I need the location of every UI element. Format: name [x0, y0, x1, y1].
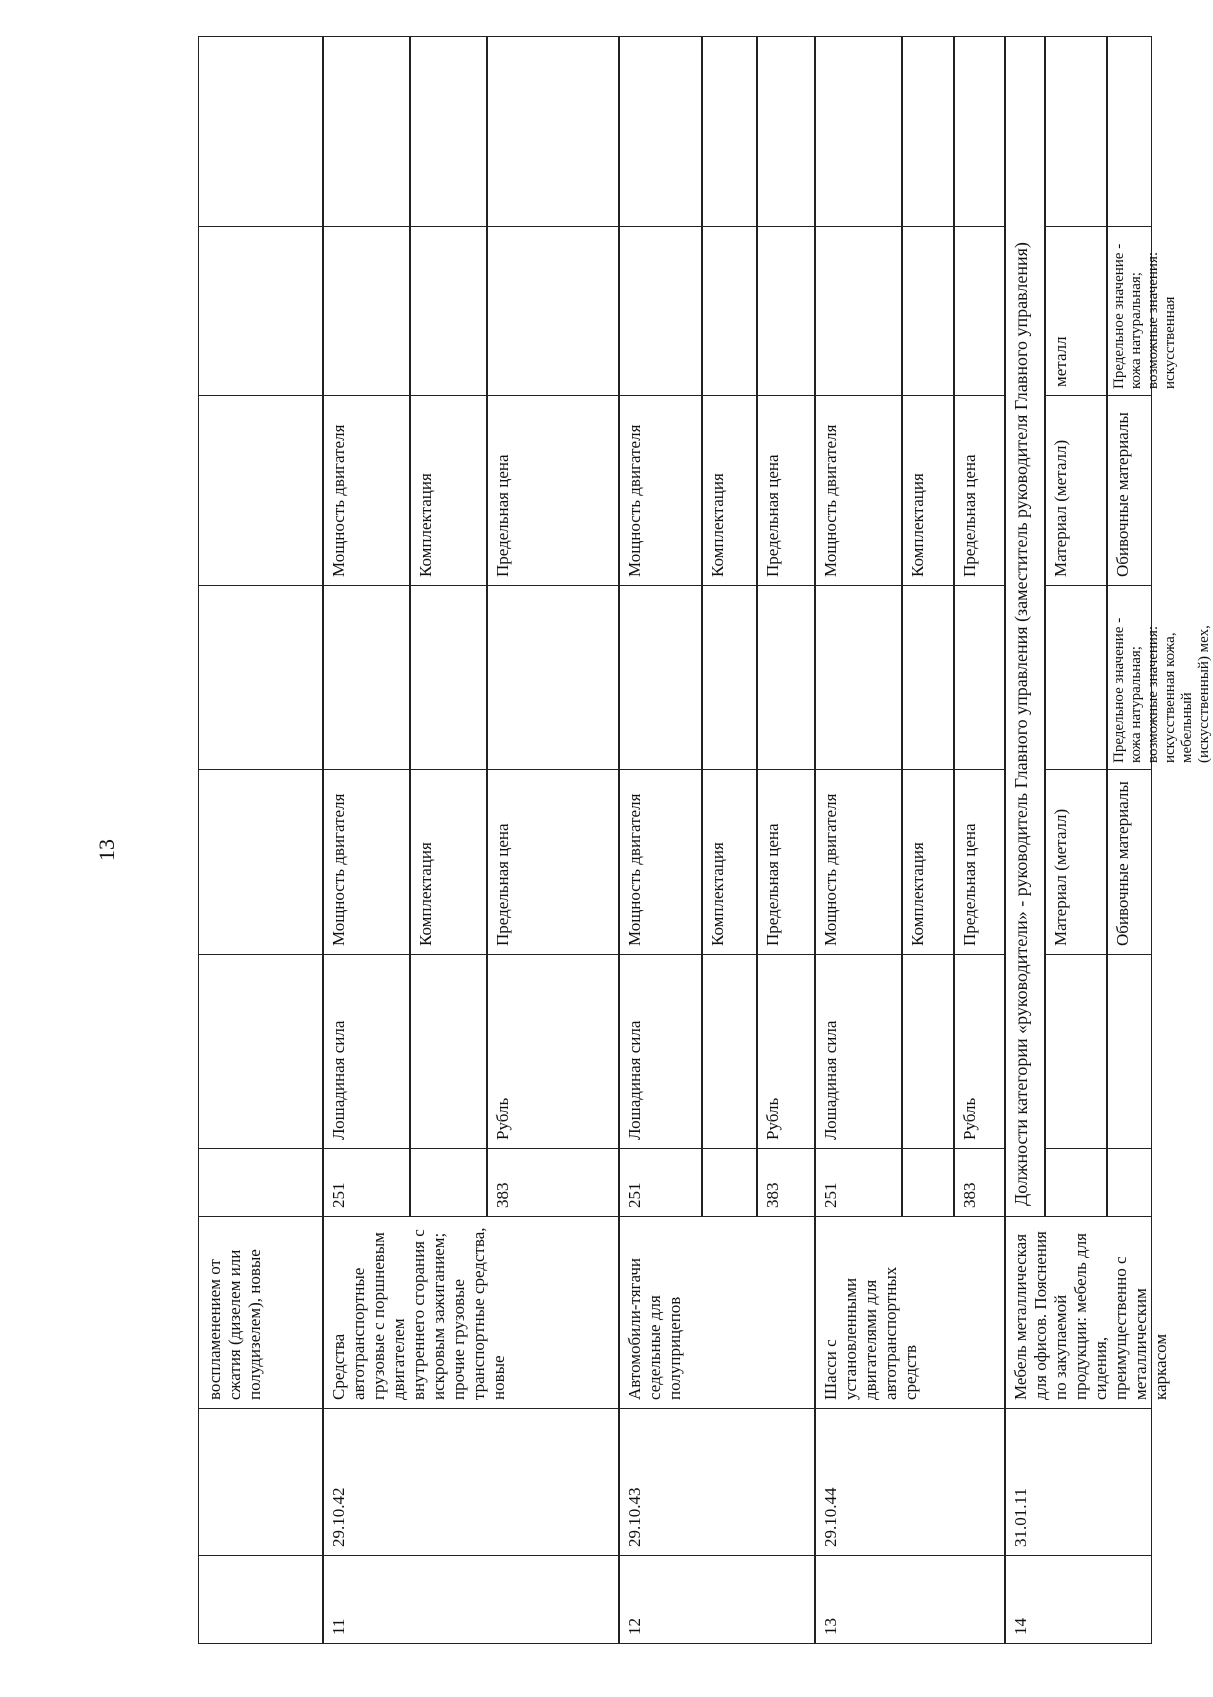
row13-name: Шасси с установленными двигателями для автотранспортных средств [814, 1216, 1006, 1409]
row13-s3-name2: Предельная цена [953, 395, 1006, 586]
row12-s2-val2 [701, 226, 758, 396]
row11-s2-code [409, 1148, 488, 1217]
row11-s3-code: 383 [486, 1148, 620, 1217]
row13-s1-extra [814, 36, 903, 227]
row14-s2-extra [1106, 36, 1152, 227]
row14-s1-extra [1044, 36, 1108, 227]
row11-s3-unit: Рубль [486, 954, 620, 1149]
row13-s3-val2 [953, 226, 1006, 396]
row14-s1-val [1044, 585, 1108, 770]
cont-cell-charname [198, 769, 324, 955]
row12-num: 12 [618, 1555, 816, 1644]
row14-s1-name: Материал (металл) [1044, 769, 1108, 955]
row12-s3-val2 [756, 226, 816, 396]
row13-s3-unit: Рубль [953, 954, 1006, 1149]
row11-s3-val [486, 585, 620, 770]
row14-s2-unit [1106, 954, 1152, 1149]
row13-num: 13 [814, 1555, 1006, 1644]
row11-s2-val [409, 585, 488, 770]
row11-s1-val2 [322, 226, 411, 396]
row14-s1-val2: металл [1044, 226, 1108, 396]
row14-s2-val: Предельное значение - кожа натуральная; возможные значения: искусственная кожа, мебельный (искусственный) мех, [1106, 585, 1152, 770]
row12-s3-val [756, 585, 816, 770]
row11-num: 11 [322, 1555, 620, 1644]
row13-s2-extra [901, 36, 955, 227]
row13-s1-unit: Лошадиная сила [814, 954, 903, 1149]
row14-s2-name: Обивочные материалы [1106, 769, 1152, 955]
row13-s2-val [901, 585, 955, 770]
row12-s1-name: Мощность двигателя [618, 769, 703, 955]
row13-s3-val [953, 585, 1006, 770]
cont-cell-charval2 [198, 226, 324, 396]
row12-s3-name2: Предельная цена [756, 395, 816, 586]
cont-cell-name: воспламенением от сжатия (дизелем или полудизелем), новые [198, 1216, 324, 1409]
row12-s2-name: Комплектация [701, 769, 758, 955]
row11-name: Средства автотранспортные грузовые с поршневым двигателем внутреннего сгорания с искровым зажиганием; прочие грузовые транспортные средства, новые [322, 1216, 620, 1409]
row11-s2-name2: Комплектация [409, 395, 488, 586]
row12-s2-code [701, 1148, 758, 1217]
row12-s1-val [618, 585, 703, 770]
row14-s2-code [1106, 1148, 1152, 1217]
row12-s3-code: 383 [756, 1148, 816, 1217]
row12-code: 29.10.43 [618, 1408, 816, 1556]
row12-s2-unit [701, 954, 758, 1149]
row12-s2-val [701, 585, 758, 770]
row11-s1-extra [322, 36, 411, 227]
row11-s1-name: Мощность двигателя [322, 769, 411, 955]
row13-s2-unit [901, 954, 955, 1149]
row13-s1-val [814, 585, 903, 770]
row11-s1-val [322, 585, 411, 770]
row13-s2-code [901, 1148, 955, 1217]
cont-cell-extra [198, 36, 324, 227]
row13-code: 29.10.44 [814, 1408, 1006, 1556]
page-number: 13 [94, 839, 119, 861]
row12-s2-name2: Комплектация [701, 395, 758, 586]
row11-s1-unit: Лошадиная сила [322, 954, 411, 1149]
row14-num: 14 [1004, 1555, 1152, 1644]
row11-s2-name: Комплектация [409, 769, 488, 955]
row13-s2-name2: Комплектация [901, 395, 955, 586]
row14-s2-val2: Предельное значение - кожа натуральная; возможные значения: искусственная [1106, 226, 1152, 396]
row11-s3-name2: Предельная цена [486, 395, 620, 586]
cont-cell-num [198, 1555, 324, 1644]
row13-s1-val2 [814, 226, 903, 396]
row11-s3-extra [486, 36, 620, 227]
row12-s3-extra [756, 36, 816, 227]
row13-s1-name: Мощность двигателя [814, 769, 903, 955]
cont-cell-code [198, 1408, 324, 1556]
row12-s1-name2: Мощность двигателя [618, 395, 703, 586]
row14-s1-unit [1044, 954, 1108, 1149]
row14-s2-name2: Обивочные материалы [1106, 395, 1152, 586]
cont-cell-charval [198, 585, 324, 770]
row13-s2-val2 [901, 226, 955, 396]
row11-s2-val2 [409, 226, 488, 396]
row13-s1-name2: Мощность двигателя [814, 395, 903, 586]
row11-s2-unit [409, 954, 488, 1149]
row11-s1-name2: Мощность двигателя [322, 395, 411, 586]
row13-s3-name: Предельная цена [953, 769, 1006, 955]
row12-s2-extra [701, 36, 758, 227]
row14-code: 31.01.11 [1004, 1408, 1152, 1556]
row12-s1-extra [618, 36, 703, 227]
cont-cell-unitcode [198, 1148, 324, 1217]
specification-table [198, 36, 1212, 1644]
row13-s3-extra [953, 36, 1006, 227]
row12-name: Автомобили-тягачи седельные для полуприцепов [618, 1216, 816, 1409]
row12-s1-unit: Лошадиная сила [618, 954, 703, 1149]
row12-s1-code: 251 [618, 1148, 703, 1217]
row11-s3-name: Предельная цена [486, 769, 620, 955]
row13-s2-name: Комплектация [901, 769, 955, 955]
cont-cell-charname2 [198, 395, 324, 586]
row12-s3-name: Предельная цена [756, 769, 816, 955]
row13-s1-code: 251 [814, 1148, 903, 1217]
row13-s3-code: 383 [953, 1148, 1006, 1217]
category-header: Должности категории «руководители» - руководитель Главного управления (заместитель руководителя Главного управления) [1004, 36, 1046, 1217]
row11-s2-extra [409, 36, 488, 227]
row12-s3-unit: Рубль [756, 954, 816, 1149]
row11-code: 29.10.42 [322, 1408, 620, 1556]
row12-s1-val2 [618, 226, 703, 396]
cont-cell-unit [198, 954, 324, 1149]
row14-s1-name2: Материал (металл) [1044, 395, 1108, 586]
row14-s1-code [1044, 1148, 1108, 1217]
row11-s1-code: 251 [322, 1148, 411, 1217]
row14-name: Мебель металлическая для офисов. Пояснения по закупаемой продукции: мебель для сидения, преимущественно с металлическим каркасом [1004, 1216, 1152, 1409]
row11-s3-val2 [486, 226, 620, 396]
